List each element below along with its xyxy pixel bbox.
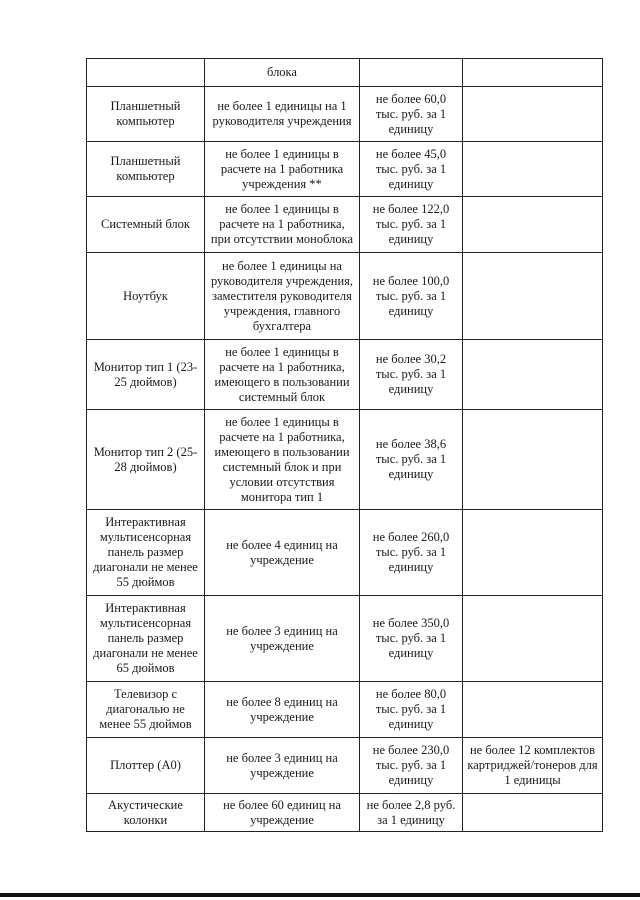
price-cell: не более 38,6 тыс. руб. за 1 единицу: [360, 410, 463, 510]
table-row: [87, 197, 603, 253]
quantity-cell: не более 1 единицы в расчете на 1 работника, имеющего в пользовании системный блок: [205, 340, 360, 410]
table-row: [87, 794, 603, 832]
quantity-cell: не более 8 единиц на учреждение: [205, 682, 360, 738]
note-cell: [463, 510, 603, 596]
price-cell: не более 260,0 тыс. руб. за 1 единицу: [360, 510, 463, 596]
price-cell: не более 30,2 тыс. руб. за 1 единицу: [360, 340, 463, 410]
price-cell: не более 350,0 тыс. руб. за 1 единицу: [360, 596, 463, 682]
note-cell: [463, 59, 603, 87]
item-name-cell: Интерактивная мультисенсорная панель размер диагонали не менее 65 дюймов: [87, 596, 205, 682]
table-row: [87, 410, 603, 510]
quantity-cell: не более 1 единицы на 1 руководителя учреждения: [205, 87, 360, 142]
price-cell: не более 230,0 тыс. руб. за 1 единицу: [360, 738, 463, 794]
item-name-cell: [87, 59, 205, 87]
quantity-cell: блока: [205, 59, 360, 87]
price-cell: не более 45,0 тыс. руб. за 1 единицу: [360, 142, 463, 197]
table-row: [87, 510, 603, 596]
quantity-cell: не более 1 единицы в расчете на 1 работника, имеющего в пользовании системный блок и при условии отсутствия монитора тип 1: [205, 410, 360, 510]
table-row: [87, 253, 603, 340]
item-name-cell: Акустические колонки: [87, 794, 205, 832]
table-row: [87, 142, 603, 197]
item-name-cell: Ноутбук: [87, 253, 205, 340]
note-cell: [463, 197, 603, 253]
note-cell: [463, 87, 603, 142]
table-row: [87, 340, 603, 410]
price-cell: не более 2,8 руб. за 1 единицу: [360, 794, 463, 832]
equipment-norms-table: [86, 58, 603, 832]
table-row: [87, 682, 603, 738]
price-cell: не более 100,0 тыс. руб. за 1 единицу: [360, 253, 463, 340]
table-row: [87, 87, 603, 142]
note-cell: [463, 340, 603, 410]
item-name-cell: Монитор тип 2 (25-28 дюймов): [87, 410, 205, 510]
item-name-cell: Плоттер (А0): [87, 738, 205, 794]
note-cell: не более 12 комплектов картриджей/тонеров для 1 единицы: [463, 738, 603, 794]
quantity-cell: не более 1 единицы в расчете на 1 работника, при отсутствии моноблока: [205, 197, 360, 253]
item-name-cell: Монитор тип 1 (23-25 дюймов): [87, 340, 205, 410]
note-cell: [463, 253, 603, 340]
note-cell: [463, 596, 603, 682]
page-bottom-border: [0, 893, 640, 897]
item-name-cell: Системный блок: [87, 197, 205, 253]
quantity-cell: не более 1 единицы в расчете на 1 работника учреждения **: [205, 142, 360, 197]
item-name-cell: Планшетный компьютер: [87, 142, 205, 197]
quantity-cell: не более 3 единиц на учреждение: [205, 596, 360, 682]
note-cell: [463, 142, 603, 197]
quantity-cell: не более 3 единиц на учреждение: [205, 738, 360, 794]
note-cell: [463, 682, 603, 738]
note-cell: [463, 794, 603, 832]
note-cell: [463, 410, 603, 510]
table-row: [87, 596, 603, 682]
quantity-cell: не более 1 единицы на руководителя учреждения, заместителя руководителя учреждения, главного бухгалтера: [205, 253, 360, 340]
table-row: [87, 59, 603, 87]
item-name-cell: Планшетный компьютер: [87, 87, 205, 142]
price-cell: не более 80,0 тыс. руб. за 1 единицу: [360, 682, 463, 738]
table-row: [87, 738, 603, 794]
quantity-cell: не более 60 единиц на учреждение: [205, 794, 360, 832]
item-name-cell: Интерактивная мультисенсорная панель размер диагонали не менее 55 дюймов: [87, 510, 205, 596]
price-cell: [360, 59, 463, 87]
price-cell: не более 122,0 тыс. руб. за 1 единицу: [360, 197, 463, 253]
price-cell: не более 60,0 тыс. руб. за 1 единицу: [360, 87, 463, 142]
item-name-cell: Телевизор с диагональю не менее 55 дюймов: [87, 682, 205, 738]
quantity-cell: не более 4 единиц на учреждение: [205, 510, 360, 596]
